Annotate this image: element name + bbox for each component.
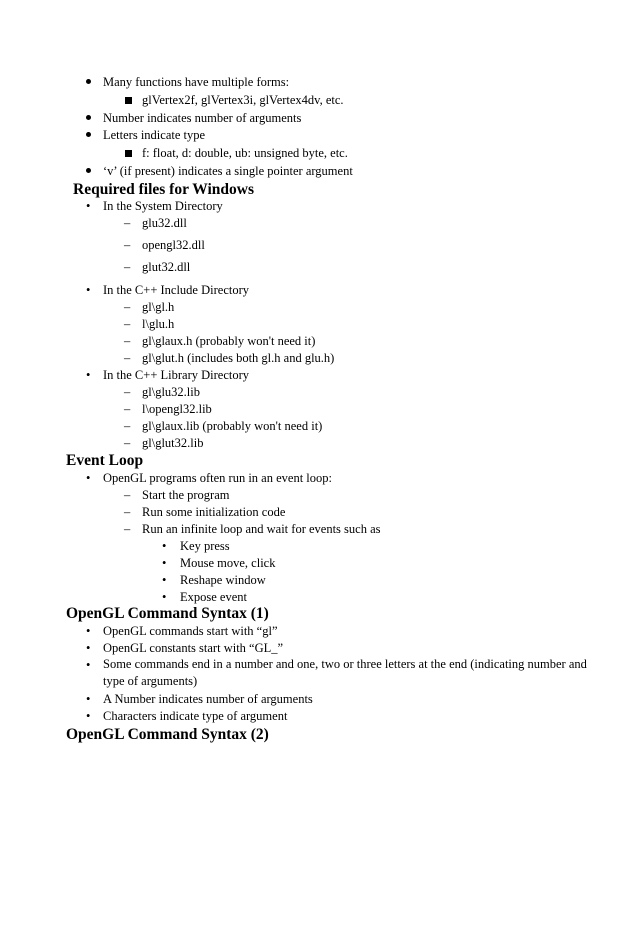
- list-item: Many functions have multiple forms:: [103, 75, 290, 89]
- bullet: •: [162, 556, 167, 570]
- square-bullet: [125, 97, 132, 104]
- list-item: Characters indicate type of argument: [103, 709, 288, 723]
- bullet: •: [86, 624, 91, 638]
- bullet-dot: [86, 132, 91, 137]
- list-item: OpenGL commands start with “gl”: [103, 624, 278, 638]
- dash: –: [124, 260, 131, 274]
- dash: –: [124, 238, 131, 252]
- section-heading: OpenGL Command Syntax (2): [66, 726, 269, 743]
- list-item: In the C++ Include Directory: [103, 283, 249, 297]
- list-item: gl\glut.h (includes both gl.h and glu.h): [142, 351, 335, 365]
- dash: –: [124, 351, 131, 365]
- list-item: glVertex2f, glVertex3i, glVertex4dv, etc.: [142, 93, 344, 107]
- bullet: •: [86, 199, 91, 213]
- list-item: OpenGL programs often run in an event loop:: [103, 471, 332, 485]
- bullet: •: [162, 590, 167, 604]
- list-item: Some commands end in a number and one, two or three letters at the end (indicating number and type of arguments): [103, 657, 587, 688]
- dash: –: [124, 385, 131, 399]
- list-item: l\glu.h: [142, 317, 175, 331]
- list-item: l\opengl32.lib: [142, 402, 212, 416]
- list-item: Run some initialization code: [142, 505, 286, 519]
- list-item: f: float, d: double, ub: unsigned byte, etc.: [142, 146, 348, 160]
- list-item: gl\glaux.lib (probably won't need it): [142, 419, 323, 433]
- list-item: gl\glu32.lib: [142, 385, 200, 399]
- square-bullet: [125, 150, 132, 157]
- bullet: •: [86, 692, 91, 706]
- bullet: •: [162, 539, 167, 553]
- list-item: Start the program: [142, 488, 230, 502]
- list-item: gl\glut32.lib: [142, 436, 204, 450]
- list-item: In the C++ Library Directory: [103, 368, 249, 382]
- bullet-dot: [86, 115, 91, 120]
- dash: –: [124, 317, 131, 331]
- section-heading: Required files for Windows: [73, 181, 255, 198]
- list-item: Run an infinite loop and wait for events such as: [142, 522, 381, 536]
- list-item: glu32.dll: [142, 216, 187, 230]
- list-item: Reshape window: [180, 573, 266, 587]
- bullet: •: [86, 368, 91, 382]
- dash: –: [124, 419, 131, 433]
- list-item: gl\gl.h: [142, 300, 175, 314]
- bullet: •: [86, 641, 91, 655]
- list-item: Key press: [180, 539, 230, 553]
- list-item: OpenGL constants start with “GL_”: [103, 641, 284, 655]
- dash: –: [124, 505, 131, 519]
- bullet-dot: [86, 79, 91, 84]
- dash: –: [124, 488, 131, 502]
- section-heading: OpenGL Command Syntax (1): [66, 605, 269, 622]
- list-item: Mouse move, click: [180, 556, 276, 570]
- dash: –: [124, 402, 131, 416]
- bullet: •: [86, 283, 91, 297]
- section-heading: Event Loop: [66, 452, 144, 469]
- list-item: opengl32.dll: [142, 238, 205, 252]
- dash: –: [124, 334, 131, 348]
- list-item: Letters indicate type: [103, 128, 206, 142]
- list-item: glut32.dll: [142, 260, 191, 274]
- bullet: •: [86, 658, 91, 672]
- dash: –: [124, 436, 131, 450]
- list-item: In the System Directory: [103, 199, 223, 213]
- dash: –: [124, 522, 131, 536]
- bullet-dot: [86, 168, 91, 173]
- list-item: gl\glaux.h (probably won't need it): [142, 334, 316, 348]
- bullet: •: [86, 709, 91, 723]
- list-item: A Number indicates number of arguments: [103, 692, 313, 706]
- list-item: ‘v’ (if present) indicates a single pointer argument: [103, 164, 353, 178]
- bullet: •: [162, 573, 167, 587]
- list-item: Expose event: [180, 590, 247, 604]
- dash: –: [124, 300, 131, 314]
- list-item: Number indicates number of arguments: [103, 111, 302, 125]
- bullet: •: [86, 471, 91, 485]
- dash: –: [124, 216, 131, 230]
